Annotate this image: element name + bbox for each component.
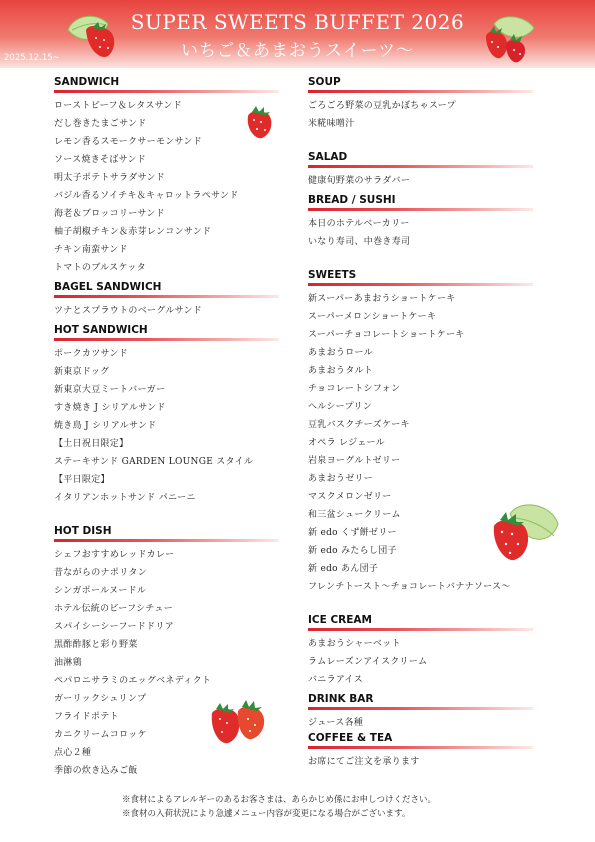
strawberry-leaf-icon — [480, 14, 538, 64]
menu-item: 焼き鳥 J シリアルサンド — [54, 421, 157, 431]
menu-section-ice-cream — [308, 614, 533, 689]
menu-item: チキン南蛮サンド — [54, 245, 128, 255]
section-title: HOT DISH — [54, 525, 112, 537]
section-title: HOT SANDWICH — [54, 324, 148, 336]
menu-item: ジュース各種 — [308, 718, 364, 728]
allergy-notes — [122, 793, 436, 821]
menu-item: スーパーチョコレートショートケーキ — [308, 330, 465, 340]
left-column — [54, 76, 279, 780]
menu-item: 海老＆ブロッコリーサンド — [54, 209, 165, 219]
menu-item: 油淋鶏 — [54, 658, 82, 668]
menu-item: 新 edo みたらし団子 — [308, 546, 397, 556]
menu-item: ローストビーフ＆レタスサンド — [54, 101, 182, 111]
menu-section-salad — [308, 151, 533, 190]
menu-item: ヘルシープリン — [308, 402, 373, 412]
menu-item: 新東京大豆ミートバーガー — [54, 385, 166, 395]
section-underline — [308, 165, 533, 168]
menu-item: チョコレートシフォン — [308, 384, 401, 394]
menu-item: ソース焼きそばサンド — [54, 155, 147, 165]
section-underline — [54, 338, 279, 341]
menu-item: 岩泉ヨーグルトゼリー — [308, 456, 401, 466]
menu-item: 柚子胡椒チキン＆赤芽レンコンサンド — [54, 227, 212, 237]
section-underline — [308, 90, 533, 93]
menu-item: カニクリームコロッケ — [54, 730, 147, 740]
menu-item: オペラ レジェール — [308, 438, 385, 448]
menu-item: レモン香るスモークサーモンサンド — [54, 137, 202, 147]
menu-item: 新東京ドッグ — [54, 367, 110, 377]
section-spacer — [308, 133, 533, 151]
strawberry-leaf-icon — [64, 10, 120, 60]
menu-item: 豆乳バスクチーズケーキ — [308, 420, 410, 430]
section-underline — [54, 539, 279, 542]
section-title: BREAD / SUSHI — [308, 194, 396, 206]
menu-item: 本日のホテルベーカリー — [308, 219, 410, 229]
strawberry-leaf-icon — [490, 500, 560, 566]
menu-item: だし巻きたまごサンド — [54, 119, 147, 129]
menu-section-bagel-sandwich — [54, 281, 279, 320]
section-spacer — [54, 507, 279, 525]
menu-item: 明太子ポテトサラダサンド — [54, 173, 166, 183]
menu-item: シェフおすすめレッドカレー — [54, 550, 175, 560]
start-date: 2025.12.15~ — [4, 53, 60, 63]
section-underline — [308, 746, 533, 749]
right-column — [308, 76, 533, 771]
section-title: BAGEL SANDWICH — [54, 281, 162, 293]
menu-item: ポークカツサンド — [54, 349, 128, 359]
menu-item: スーパーメロンショートケーキ — [308, 312, 437, 322]
strawberry-icon — [244, 104, 276, 140]
menu-item: スパイシーシーフードドリア — [54, 622, 175, 632]
note-line: ※食材によるアレルギーのあるお客さまは、あらかじめ係にお申しつけください。 — [122, 795, 436, 805]
menu-item: 健康旬野菜のサラダバー — [308, 176, 411, 186]
menu-item: マスクメロンゼリー — [308, 492, 392, 502]
page-title: SUPER SWEETS BUFFET 2026 — [130, 10, 465, 34]
strawberry-icon — [210, 697, 274, 747]
section-title: SOUP — [308, 76, 341, 88]
menu-item: シンガポールヌードル — [54, 586, 147, 596]
section-title: DRINK BAR — [308, 693, 374, 705]
section-title: ICE CREAM — [308, 614, 372, 626]
section-spacer — [308, 251, 533, 269]
section-underline — [54, 90, 279, 93]
menu-item: 点心２種 — [54, 748, 92, 758]
menu-item: 新 edo あん団子 — [308, 564, 379, 574]
menu-section-coffee-tea — [308, 732, 533, 771]
section-spacer — [308, 596, 533, 614]
section-title: SWEETS — [308, 269, 357, 281]
menu-item: 季節の炊き込みご飯 — [54, 766, 138, 776]
menu-item: すき焼き J シリアルサンド — [54, 403, 166, 413]
menu-item: ガーリックシュリンプ — [54, 694, 147, 704]
menu-item: バジル香るソイチキ＆キャロットラペサンド — [54, 191, 239, 201]
menu-section-bread-sushi — [308, 194, 533, 251]
menu-item: イタリアンホットサンド パニーニ — [54, 493, 196, 503]
section-underline — [308, 628, 533, 631]
menu-item: フレンチトースト〜チョコレートバナナソース〜 — [308, 582, 511, 592]
menu-item: あまおうロール — [308, 348, 373, 358]
menu-item: ラムレーズンアイスクリーム — [308, 657, 428, 667]
menu-section-hot-sandwich — [54, 324, 279, 507]
menu-section-drink-bar — [308, 693, 533, 732]
menu-item: 和三盆シュークリーム — [308, 510, 401, 520]
menu-item: 新 edo くず餅ゼリー — [308, 528, 397, 538]
menu-item: ステーキサンド GARDEN LOUNGE スタイル — [54, 457, 254, 467]
menu-item: 米糀味噌汁 — [308, 119, 355, 129]
section-underline — [308, 283, 533, 286]
menu-item: 【土日祝日限定】 — [54, 439, 129, 449]
section-underline — [54, 295, 279, 298]
menu-item: ツナとスプラウトのベーグルサンド — [54, 306, 203, 316]
section-underline — [308, 707, 533, 710]
section-underline — [308, 208, 533, 211]
menu-item: お席にてご注文を承ります — [308, 757, 420, 767]
menu-section-soup — [308, 76, 533, 133]
menu-item: あまおうシャーベット — [308, 639, 401, 649]
menu-item: あまおうタルト — [308, 366, 374, 376]
menu-item: バニラアイス — [308, 675, 363, 685]
header-banner — [0, 0, 595, 68]
menu-item: いなり寿司、中巻き寿司 — [308, 237, 411, 247]
menu-item: 【平日限定】 — [54, 475, 110, 485]
note-line: ※食材の入荷状況により急遽メニュー内容が変更になる場合がございます。 — [122, 809, 411, 819]
menu-item: 新スーパーあまおうショートケーキ — [308, 294, 456, 304]
menu-item: ペパロニサラミのエッグベネディクト — [54, 676, 212, 686]
menu-item: 昔ながらのナポリタン — [54, 568, 148, 578]
menu-item: フライドポテト — [54, 712, 119, 722]
menu-item: 黒酢酢豚と彩り野菜 — [54, 640, 138, 650]
menu-item: トマトのブルスケッタ — [54, 263, 146, 273]
menu-item: ホテル伝統のビーフシチュー — [54, 604, 174, 614]
menu-item: あまおうゼリー — [308, 474, 374, 484]
section-title: SANDWICH — [54, 76, 120, 88]
menu-item: ごろごろ野菜の豆乳かぼちゃスープ — [308, 101, 456, 111]
section-title: SALAD — [308, 151, 348, 163]
section-title: COFFEE & TEA — [308, 732, 393, 744]
page-subtitle: いちご＆あまおうスイーツ〜 — [181, 41, 414, 61]
